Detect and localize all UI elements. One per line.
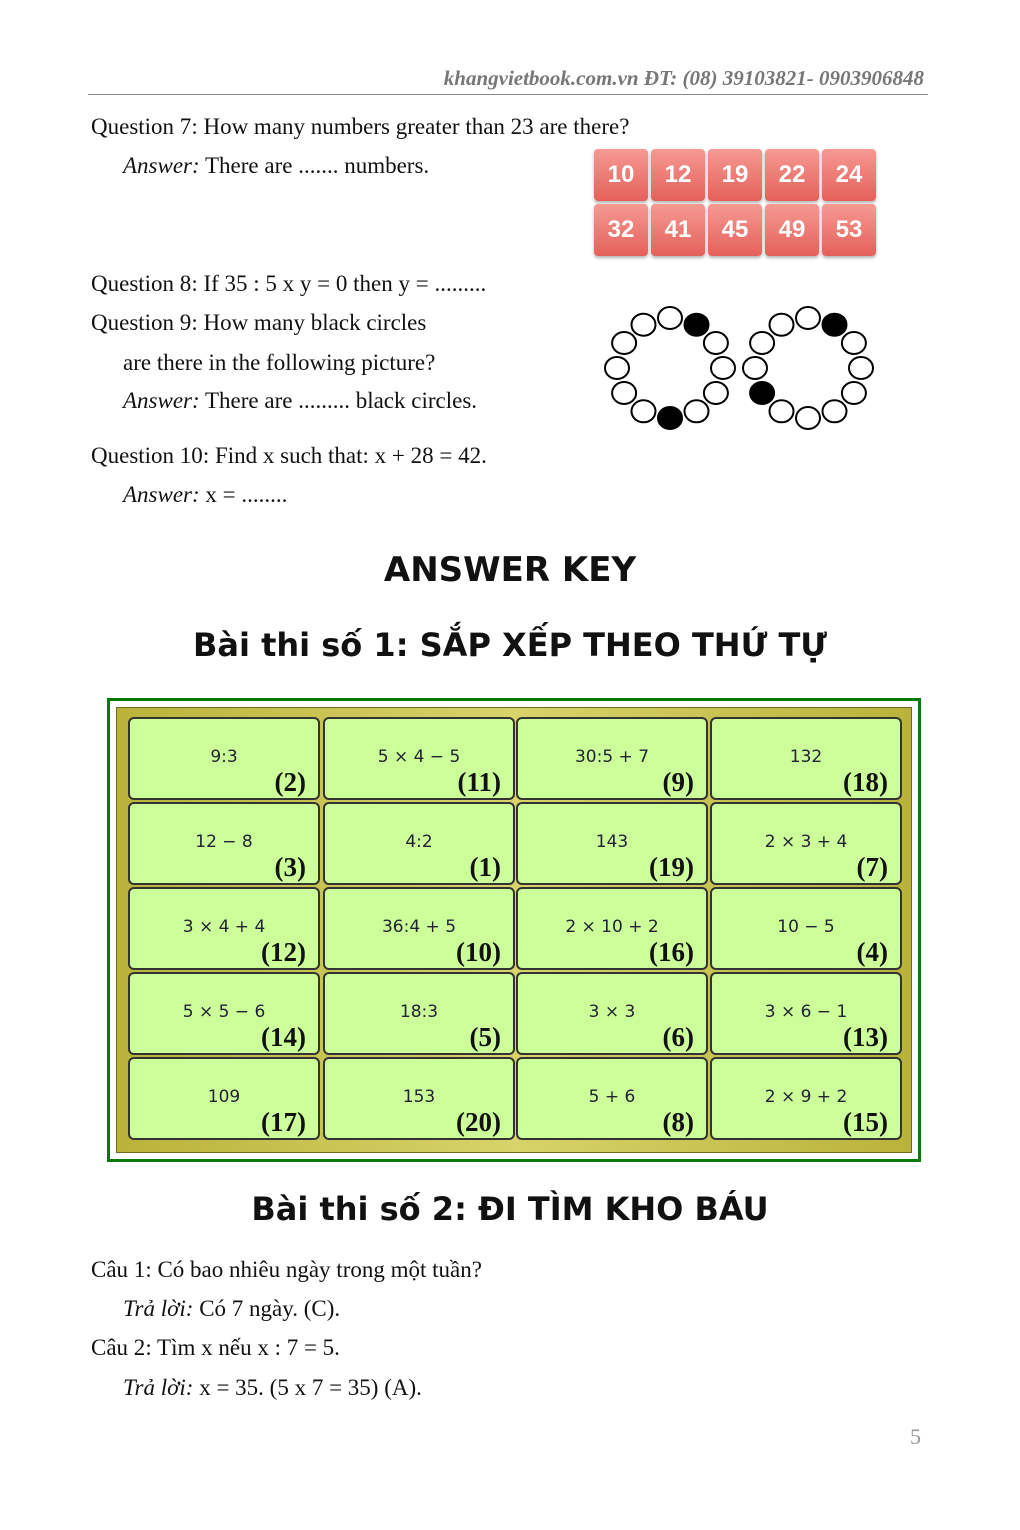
number-tile: 32 <box>594 204 648 256</box>
cell-expression: 9:3 <box>210 747 238 767</box>
question-8: Question 8: If 35 : 5 x y = 0 then y = ......... <box>91 271 487 296</box>
grid-cell <box>516 887 708 970</box>
question-9: Question 9: How many black circles <box>91 310 427 335</box>
test-2-title: Bài thi số 2: ĐI TÌM KHO BÁU <box>251 1190 769 1228</box>
grid-cell <box>516 972 708 1055</box>
white-circle <box>823 400 847 422</box>
cau-1-answer: Trả lời: Có 7 ngày. (C). <box>123 1296 341 1321</box>
cell-order: (19) <box>649 852 694 882</box>
question-9-line2: are there in the following picture? <box>123 350 436 375</box>
cell-expression: 132 <box>789 747 823 767</box>
white-circle <box>704 382 728 404</box>
grid-cell <box>128 887 320 970</box>
cell-expression: 5 × 5 − 6 <box>182 1002 266 1022</box>
cau-2: Câu 2: Tìm x nếu x : 7 = 5. <box>91 1335 340 1360</box>
grid-cell <box>323 887 515 970</box>
page-header: khangvietbook.com.vn ĐT: (08) 39103821- 0903906848 <box>443 66 924 90</box>
grid-cell <box>128 1057 320 1140</box>
question-9-answer: Answer: There are ......... black circles. <box>123 388 478 413</box>
cell-expression: 2 × 10 + 2 <box>565 917 659 937</box>
cell-order: (17) <box>261 1107 306 1137</box>
cell-expression: 10 − 5 <box>777 917 835 937</box>
grid-cell <box>323 717 515 800</box>
cell-expression: 153 <box>402 1087 436 1107</box>
cell-expression: 4:2 <box>405 832 433 852</box>
cell-expression: 18:3 <box>399 1002 439 1022</box>
answer-grid <box>107 698 921 1162</box>
white-circle <box>842 332 866 354</box>
white-circle <box>770 400 794 422</box>
grid-cell <box>128 972 320 1055</box>
grid-cell <box>516 1057 708 1140</box>
white-circle <box>711 357 735 379</box>
grid-cell <box>128 802 320 885</box>
grid-cell <box>323 1057 515 1140</box>
cell-order: (9) <box>662 767 694 797</box>
grid-cell <box>710 1057 902 1140</box>
cell-order: (20) <box>456 1107 501 1137</box>
grid-cell <box>323 972 515 1055</box>
number-tile: 49 <box>765 204 819 256</box>
number-tile: 12 <box>651 149 705 201</box>
test-1-title: Bài thi số 1: SẮP XẾP THEO THỨ TỰ <box>192 626 828 664</box>
black-circle <box>658 407 682 429</box>
cell-expression: 143 <box>595 832 629 852</box>
white-circle <box>796 307 820 329</box>
cell-order: (18) <box>843 767 888 797</box>
grid-cell <box>710 802 902 885</box>
cell-expression: 2 × 9 + 2 <box>764 1087 848 1107</box>
white-circle <box>849 357 873 379</box>
white-circle <box>658 307 682 329</box>
black-circle <box>685 314 709 336</box>
white-circle <box>632 314 656 336</box>
cell-order: (3) <box>274 852 306 882</box>
white-circle <box>770 314 794 336</box>
circles-picture <box>0 0 1020 460</box>
grid-cell <box>710 972 902 1055</box>
white-circle <box>605 357 629 379</box>
number-tile: 24 <box>822 149 876 201</box>
answer-key-title: ANSWER KEY <box>383 550 637 590</box>
grid-cell <box>323 802 515 885</box>
cell-order: (14) <box>261 1022 306 1052</box>
cell-order: (12) <box>261 937 306 967</box>
cell-order: (5) <box>469 1022 501 1052</box>
cell-expression: 12 − 8 <box>195 832 253 852</box>
cell-order: (16) <box>649 937 694 967</box>
question-10-answer: Answer: x = ........ <box>123 482 288 507</box>
cell-expression: 3 × 3 <box>588 1002 636 1022</box>
cell-order: (13) <box>843 1022 888 1052</box>
cell-expression: 109 <box>207 1087 241 1107</box>
cell-order: (10) <box>456 937 501 967</box>
cell-order: (15) <box>843 1107 888 1137</box>
number-tile: 22 <box>765 149 819 201</box>
number-tile: 45 <box>708 204 762 256</box>
white-circle <box>612 382 636 404</box>
cell-expression: 36:4 + 5 <box>381 917 457 937</box>
grid-cell <box>128 717 320 800</box>
cell-expression: 5 × 4 − 5 <box>377 747 461 767</box>
white-circle <box>743 357 767 379</box>
number-tile: 53 <box>822 204 876 256</box>
cell-order: (11) <box>457 767 501 797</box>
white-circle <box>796 407 820 429</box>
black-circle <box>750 382 774 404</box>
white-circle <box>704 332 728 354</box>
cell-order: (2) <box>274 767 306 797</box>
white-circle <box>632 400 656 422</box>
cell-expression: 30:5 + 7 <box>574 747 650 767</box>
cell-expression: 3 × 6 − 1 <box>764 1002 848 1022</box>
cell-expression: 2 × 3 + 4 <box>764 832 848 852</box>
number-tile: 10 <box>594 149 648 201</box>
grid-cell <box>516 802 708 885</box>
cell-order: (4) <box>856 937 888 967</box>
white-circle <box>612 332 636 354</box>
cell-expression: 3 × 4 + 4 <box>182 917 266 937</box>
cell-order: (1) <box>469 852 501 882</box>
page-number: 5 <box>910 1424 921 1449</box>
grid-cell <box>710 717 902 800</box>
cell-order: (6) <box>662 1022 694 1052</box>
cell-order: (8) <box>662 1107 694 1137</box>
white-circle <box>750 332 774 354</box>
grid-cell <box>516 717 708 800</box>
number-tile: 19 <box>708 149 762 201</box>
question-10: Question 10: Find x such that: x + 28 = 42. <box>91 443 487 468</box>
grid-cell <box>710 887 902 970</box>
black-circle <box>823 314 847 336</box>
number-tile: 41 <box>651 204 705 256</box>
white-circle <box>842 382 866 404</box>
white-circle <box>685 400 709 422</box>
cau-1: Câu 1: Có bao nhiêu ngày trong một tuần? <box>91 1257 482 1282</box>
cell-expression: 5 + 6 <box>588 1087 636 1107</box>
question-7-answer: Answer: There are ....... numbers. <box>123 153 430 178</box>
question-7: Question 7: How many numbers greater than 23 are there? <box>91 114 630 139</box>
cell-order: (7) <box>856 852 888 882</box>
cau-2-answer: Trả lời: x = 35. (5 x 7 = 35) (A). <box>123 1375 422 1400</box>
